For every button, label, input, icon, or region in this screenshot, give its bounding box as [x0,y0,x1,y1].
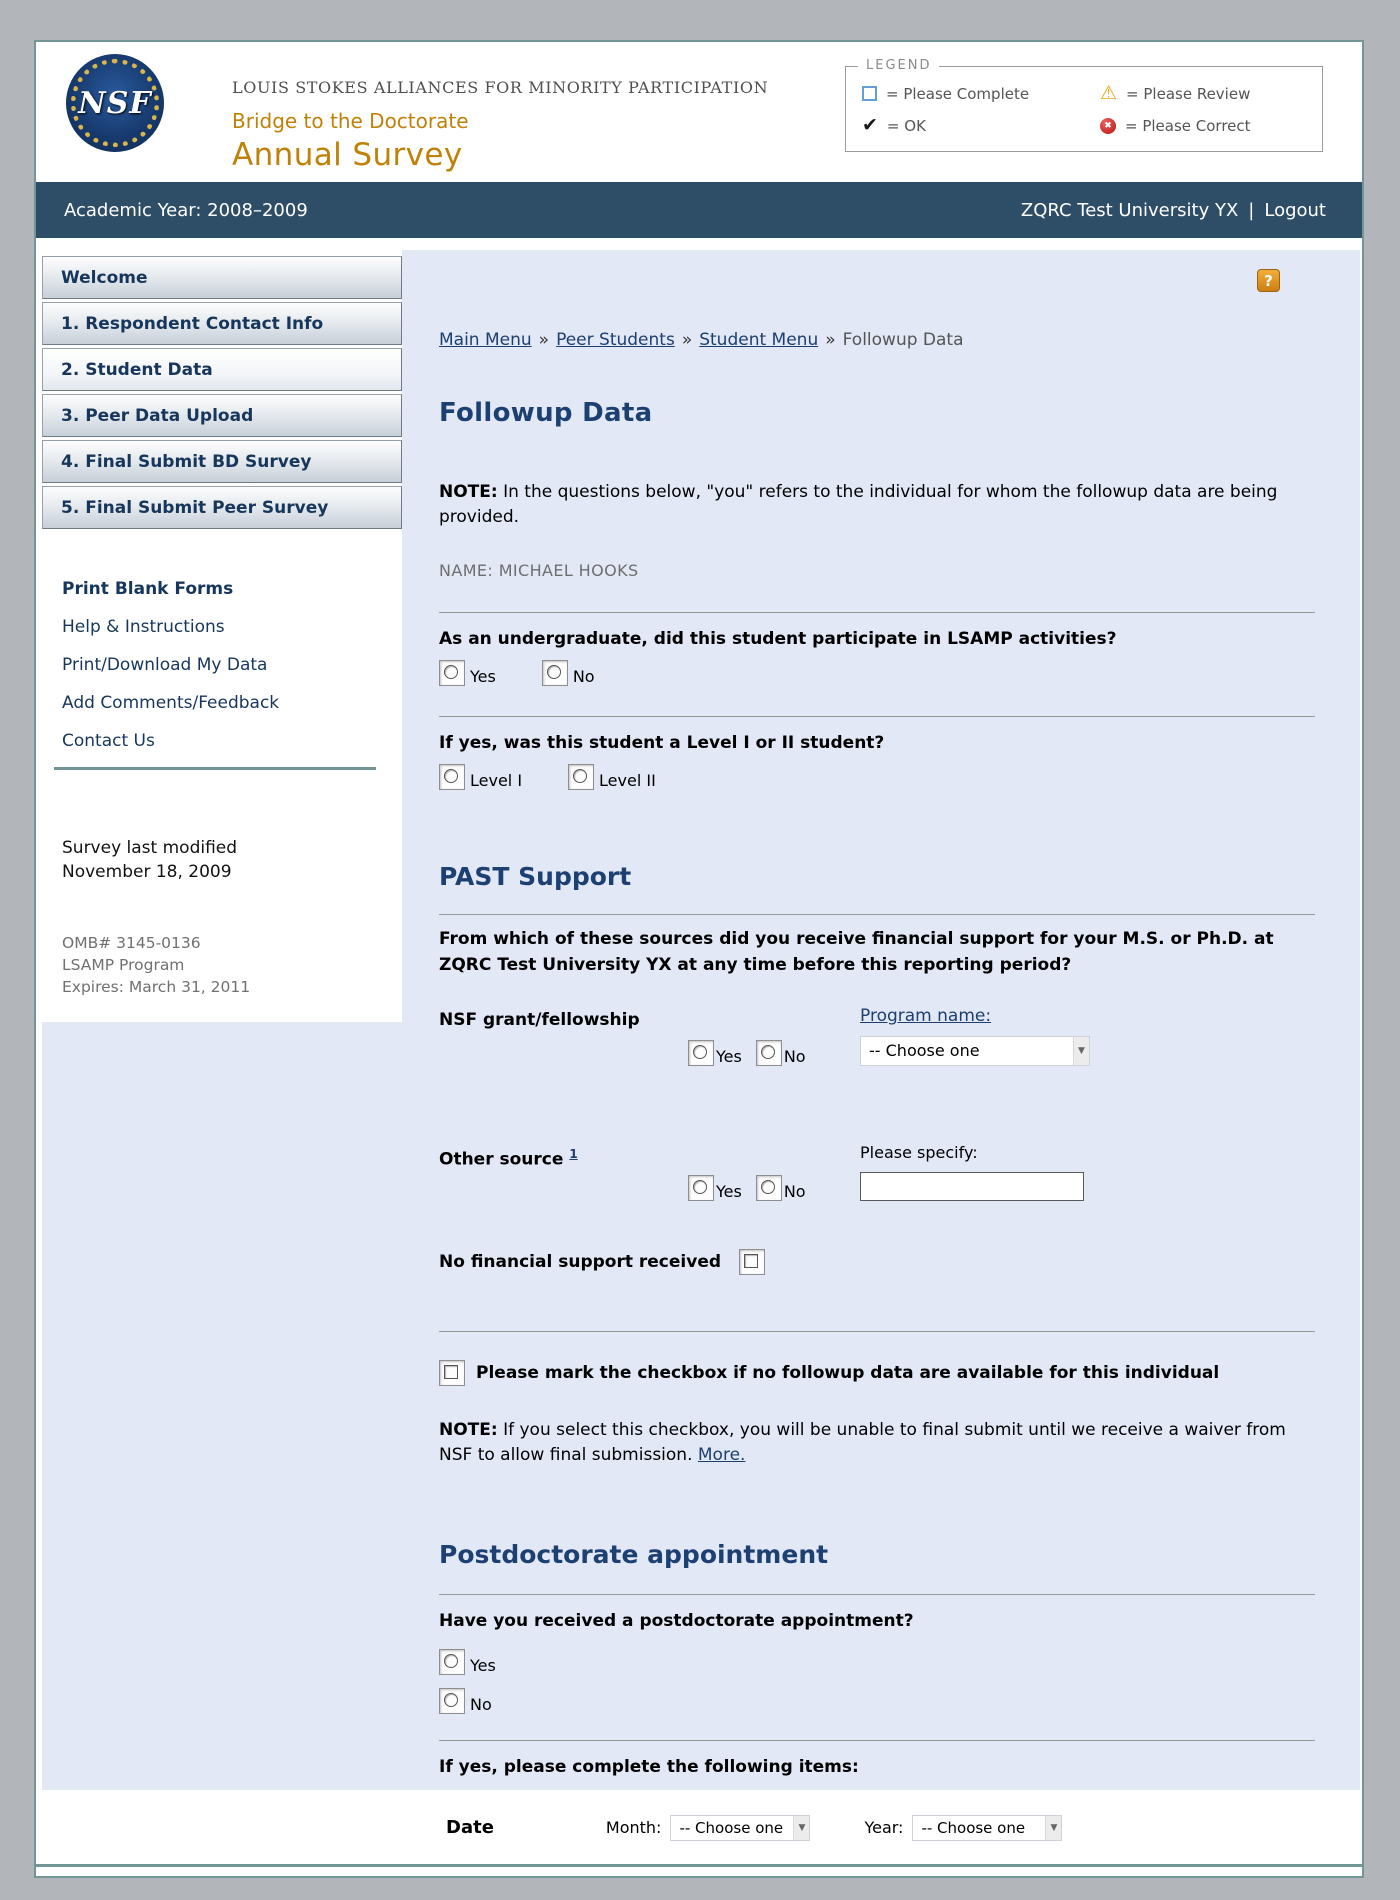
level1-label: Level I [470,770,523,790]
year-label: Year: [864,1817,904,1837]
topbar [36,182,1362,238]
form-content [402,250,1360,1881]
level-options [439,764,1315,790]
sidebar-item-welcome[interactable]: Welcome [42,256,402,299]
question-level: If yes, was this student a Level I or II student? [439,732,885,753]
no-financial-support-label: No financial support received [439,1251,722,1272]
nsf-logo [66,54,164,152]
lsamp-participation-options [439,660,1315,686]
sidebar-divider [54,767,376,770]
postdoc-date-row [439,1815,1315,1841]
nsf-logo-text: NSF [78,85,152,121]
option-pair [568,764,656,790]
year-select-value: -- Choose one [921,1818,1026,1837]
modified-line2: November 18, 2009 [62,862,232,882]
breadcrumb-separator: » [538,330,550,350]
lsamp-no-radio[interactable] [542,660,568,686]
level1-radio[interactable] [439,764,465,790]
waiver-note-label: NOTE: [439,1420,498,1441]
option-pair [439,764,522,790]
program-name: Bridge to the Doctorate [232,109,469,133]
legend-grid [846,67,1322,135]
footnote-link[interactable]: 1 [569,1147,578,1162]
bottom-divider [36,1864,1362,1867]
legend-item-review [1100,84,1322,103]
postdoc-no-radio[interactable] [439,1688,465,1714]
help-icon[interactable]: ? [1257,269,1280,292]
question-lsamp-participation: As an undergraduate, did this student participate in LSAMP activities? [439,628,1117,649]
sidebar-item-respondent-contact-info[interactable]: 1. Respondent Contact Info [42,302,402,345]
sidebar-links [42,579,402,751]
nsf-grant-row [439,1005,1315,1066]
university-name: ZQRC Test University YX [1020,199,1239,221]
other-source-options [688,1142,860,1201]
postdoc-yes-row [439,1649,1315,1675]
please-specify-label: Please specify: [860,1143,978,1163]
other-source-row [439,1142,1315,1201]
note-label: NOTE: [439,482,498,503]
other-yes-label: Yes [716,1182,742,1202]
sidebar-item-student-data[interactable]: 2. Student Data [42,348,402,391]
month-select-value: -- Choose one [679,1818,784,1837]
breadcrumb-separator: » [681,330,693,350]
option-pair [439,660,496,686]
please-complete-checkbox-icon [862,86,877,101]
academic-year: Academic Year: 2008–2009 [64,199,308,221]
postdoc-yes-radio[interactable] [439,1649,465,1675]
postdoc-question: Have you received a postdoctorate appointment? [439,1610,914,1631]
nsf-no-label: No [783,1047,806,1067]
option-pair [542,660,595,686]
no-financial-support-row [439,1249,1315,1275]
header [36,42,1362,182]
nsf-program-area [860,1005,1315,1066]
year-select[interactable] [912,1815,1062,1841]
breadcrumb-separator: » [825,330,836,350]
nsf-grant-options [688,1005,860,1066]
postdoc-yes-label: Yes [470,1655,496,1675]
omb-expires: Expires: March 31, 2011 [62,978,251,996]
postdoc-no-label: No [470,1694,492,1714]
other-source-label [439,1142,688,1201]
other-yes-radio[interactable] [688,1175,714,1201]
print-download-data-link[interactable]: Print/Download My Data [62,655,268,675]
breadcrumb-student-menu[interactable]: Student Menu [699,330,819,350]
waiver-note-text: If you select this checkbox, you will be unable to final submit until we receive a waiver from NSF to allow final submission. [439,1420,1286,1466]
omb-info [62,932,402,998]
breadcrumb-peer-students[interactable]: Peer Students [556,330,675,350]
add-comments-feedback-link[interactable]: Add Comments/Feedback [62,693,280,713]
org-line: LOUIS STOKES ALLIANCES FOR MINORITY PARTICIPATION [232,78,769,97]
survey-title: Annual Survey [232,137,463,173]
level2-label: Level II [599,770,656,790]
page-title: Followup Data [439,397,653,428]
intro-note [439,480,1305,530]
date-label: Date [446,1816,494,1838]
legend-ok-text: = OK [886,116,926,135]
option-pair [756,1175,806,1201]
divider [439,716,1315,717]
program-name-link[interactable]: Program name: [860,1006,992,1027]
divider [439,914,1315,915]
legend-item-correct [1100,116,1322,135]
sidebar [42,250,402,1022]
lsamp-yes-radio[interactable] [439,660,465,686]
more-link[interactable]: More. [697,1445,746,1466]
sidebar-item-final-submit-peer-survey[interactable]: 5. Final Submit Peer Survey [42,486,402,529]
program-name-select-value: -- Choose one [869,1041,980,1061]
option-pair [688,1175,742,1201]
no-followup-checkbox[interactable] [439,1360,465,1386]
postdoc-if-yes: If yes, please complete the following items: [439,1756,859,1777]
omb-program: LSAMP Program [62,956,185,974]
dropdown-arrow-icon: ▼ [1073,1037,1089,1065]
sidebar-item-final-submit-bd-survey[interactable]: 4. Final Submit BD Survey [42,440,402,483]
legend-complete-text: = Please Complete [886,84,1030,103]
level2-radio[interactable] [568,764,594,790]
postdoc-no-row [439,1688,1315,1714]
note-text: In the questions below, "you" refers to the individual for whom the followup data are being provided. [439,482,1278,528]
breadcrumb-current: Followup Data [842,330,964,350]
other-source-text: Other source [439,1149,564,1170]
other-no-label: No [783,1182,806,1202]
logout-link[interactable]: Logout [1264,199,1326,221]
dropdown-arrow-icon: ▼ [1045,1816,1061,1840]
month-select[interactable] [670,1815,810,1841]
other-source-input[interactable] [860,1172,1084,1201]
warning-triangle-icon: ⚠ [1100,82,1118,104]
other-specify-area [860,1142,1315,1201]
no-followup-row [439,1360,1315,1386]
program-name-select[interactable] [860,1036,1090,1066]
past-support-heading: PAST Support [439,861,632,891]
main-content-area [402,250,1360,1881]
legend-box [845,58,1323,152]
topbar-separator: | [1248,199,1255,221]
nsf-yes-label: Yes [716,1047,742,1067]
student-name: NAME: MICHAEL HOOKS [439,561,639,581]
legend-correct-text: = Please Correct [1125,116,1251,135]
modified-line1: Survey last modified [62,838,238,858]
month-label: Month: [605,1817,662,1837]
header-titles [232,78,768,173]
nsf-yes-radio[interactable] [688,1040,714,1066]
print-blank-forms-link[interactable]: Print Blank Forms [62,579,234,599]
past-support-question: From which of these sources did you receive financial support for your M.S. or Ph.D. at ZQRC Test University YX at any time before this reporting period? [439,929,1274,976]
option-pair [756,1040,806,1066]
divider [439,1740,1315,1741]
divider [439,1594,1315,1595]
nsf-grant-label: NSF grant/fellowship [439,1010,640,1031]
survey-last-modified [62,836,402,884]
legend-review-text: = Please Review [1126,84,1251,103]
postdoc-heading: Postdoctorate appointment [439,1540,829,1570]
legend-item-ok [862,116,1100,135]
lsamp-no-label: No [572,666,595,686]
no-followup-label: Please mark the checkbox if no followup data are available for this individual [476,1362,1220,1383]
sidebar-item-peer-data-upload[interactable]: 3. Peer Data Upload [42,394,402,437]
waiver-note [439,1418,1319,1468]
help-instructions-link[interactable]: Help & Instructions [62,617,225,637]
error-circle-icon: ✖ [1100,118,1116,134]
option-pair [688,1040,742,1066]
breadcrumb [439,329,1315,352]
lsamp-yes-label: Yes [470,666,496,686]
dropdown-arrow-icon: ▼ [793,1816,809,1840]
omb-number: OMB# 3145-0136 [62,934,201,952]
no-financial-support-checkbox[interactable] [739,1249,765,1275]
checkmark-icon: ✔ [862,114,878,136]
divider [439,1331,1315,1332]
legend-label: LEGEND [858,58,939,73]
topbar-right [1021,200,1326,221]
legend-item-complete [862,84,1100,103]
breadcrumb-main-menu[interactable]: Main Menu [439,330,532,350]
divider [439,612,1315,613]
page-frame [34,40,1364,1878]
nsf-no-radio[interactable] [756,1040,782,1066]
contact-us-link[interactable]: Contact Us [62,731,155,751]
other-no-radio[interactable] [756,1175,782,1201]
